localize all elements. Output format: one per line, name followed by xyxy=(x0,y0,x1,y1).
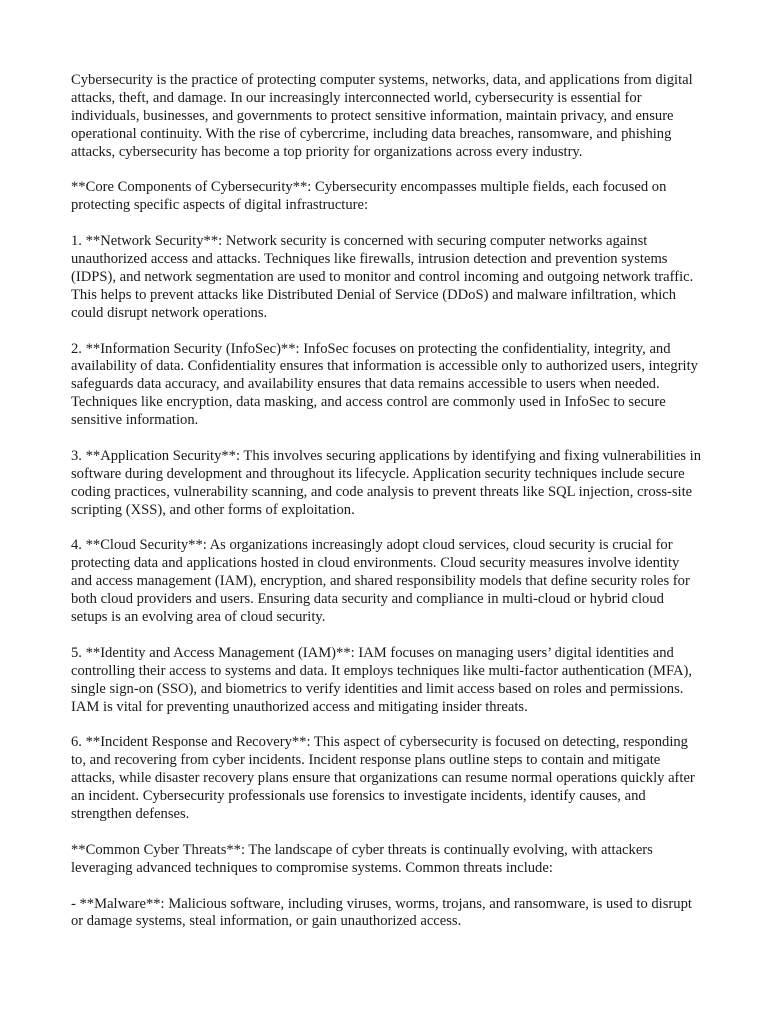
malware-paragraph: - **Malware**: Malicious software, including viruses, worms, trojans, and ransomware, is used to disrupt or damage systems, steal information, or gain unauthorized access. xyxy=(71,895,692,930)
document-body xyxy=(71,72,701,949)
iam-paragraph: 5. **Identity and Access Management (IAM)**: IAM focuses on managing users’ digital identities and controlling their access to systems and data. It employs techniques like multi-factor authentication (MFA), single sign-on (SSO), and biometrics to verify identities and limit access based on roles and permissions. IAM is vital for preventing unauthorized access and mitigating insider threats. xyxy=(71,644,693,715)
intro-paragraph: Cybersecurity is the practice of protecting computer systems, networks, data, and applications from digital attacks, theft, and damage. In our increasingly interconnected world, cybersecurity is essential for individuals, businesses, and governments to protect sensitive information, maintain privacy, and ensure operational continuity. With the rise of cybercrime, including data breaches, ransomware, and phishing attacks, cybersecurity has become a top priority for organizations across every industry. xyxy=(71,72,693,160)
incident-response-paragraph: 6. **Incident Response and Recovery**: This aspect of cybersecurity is focused on detecting, responding to, and recovering from cyber incidents. Incident response plans outline steps to contain and mitigate attacks, while disaster recovery plans ensure that organizations can resume normal operations quickly after an incident. Cybersecurity professionals use forensics to investigate incidents, identify causes, and strengthen defenses. xyxy=(71,734,695,823)
information-security-paragraph: 2. **Information Security (InfoSec)**: InfoSec focuses on protecting the confidentiality, integrity, and availability of data. Confidentiality ensures that information is accessible only to authorized users, integrity safeguards data accuracy, and availability ensures that data remains accessible to users when needed. Techniques like encryption, data masking, and access control are commonly used in InfoSec to secure sensitive information. xyxy=(71,340,698,429)
application-security-paragraph: 3. **Application Security**: This involves securing applications by identifying and fixing vulnerabilities in software during development and throughout its lifecycle. Application security techniques include secure coding practices, vulnerability scanning, and code analysis to prevent threats like SQL injection, cross-site scripting (XSS), and other forms of exploitation. xyxy=(71,447,701,518)
network-security-paragraph: 1. **Network Security**: Network security is concerned with securing computer networks against unauthorized access and attacks. Techniques like firewalls, intrusion detection and prevention systems (IDPS), and network segmentation are used to monitor and control incoming and outgoing network traffic. This helps to prevent attacks like Distributed Denial of Service (DDoS) and malware infiltration, which could disrupt network operations. xyxy=(71,233,694,321)
common-threats-paragraph: **Common Cyber Threats**: The landscape of cyber threats is continually evolving, with attackers leveraging advanced techniques to compromise systems. Common threats include: xyxy=(71,841,653,876)
core-components-paragraph: **Core Components of Cybersecurity**: Cybersecurity encompasses multiple fields, each focused on protecting specific aspects of digital infrastructure: xyxy=(71,179,667,214)
cloud-security-paragraph: 4. **Cloud Security**: As organizations increasingly adopt cloud services, cloud security is crucial for protecting data and applications hosted in cloud environments. Cloud security measures involve identity and access management (IAM), encryption, and shared responsibility models that define security roles for both cloud providers and users. Ensuring data security and compliance in multi-cloud or hybrid cloud setups is an evolving area of cloud security. xyxy=(71,537,690,626)
